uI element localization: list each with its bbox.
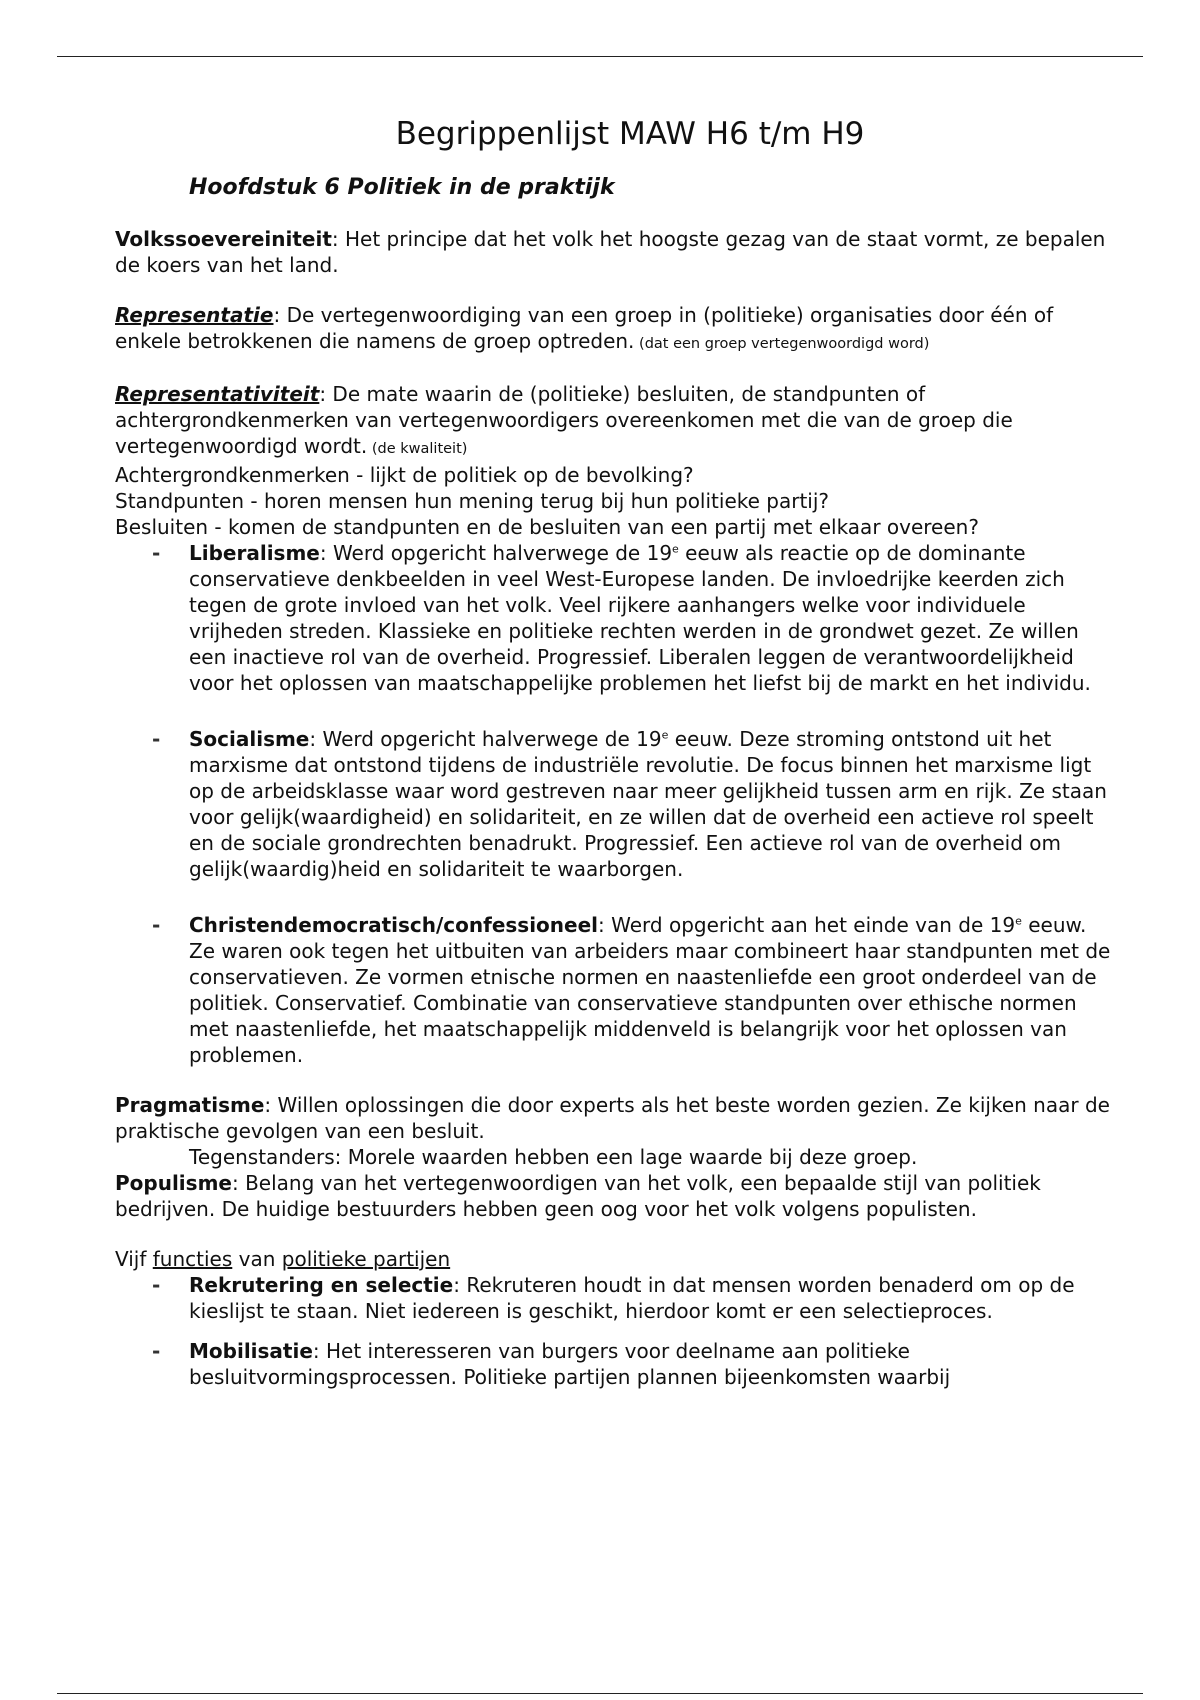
term-label: Mobilisatie bbox=[189, 1339, 313, 1363]
definition-pragmatisme bbox=[115, 1092, 1115, 1144]
term-label: Socialisme bbox=[189, 727, 310, 751]
representativiteit-line-3: Besluiten - komen de standpunten en de besluiten van een partij met elkaar overeen? bbox=[115, 515, 979, 539]
definition-text: : Willen oplossingen die door experts als het beste worden gezien. Ze kijken naar de praktische gevolgen van een besluit. bbox=[115, 1093, 1110, 1143]
definition-note: (dat een groep vertegenwoordigd word) bbox=[634, 336, 930, 352]
ideology-list bbox=[115, 540, 1115, 1068]
definition-text: : Het principe dat het volk het hoogste gezag van de staat vormt, ze bepalen de koers van het land. bbox=[115, 227, 1106, 277]
definition-text: : Belang van het vertegenwoordigen van het volk, een bepaalde stijl van politiek bedrijven. De huidige bestuurders hebben geen oog voor het volk volgens populisten. bbox=[115, 1171, 1041, 1221]
definition-representativiteit bbox=[115, 381, 1115, 462]
pragmatisme-tegenstanders: Tegenstanders: Morele waarden hebben een lage waarde bij deze groep. bbox=[189, 1145, 918, 1169]
definition-text: : De mate waarin de (politieke) besluiten, de standpunten of achtergrondkenmerken van vertegenwoordigers overeenkomen met die van de groep die vertegenwoordigd wordt. bbox=[115, 382, 1013, 458]
list-item: - Socialisme: Werd opgericht halverwege de 19e eeuw. Deze stroming ontstond uit het marxisme dat ontstond tijdens de industriële revolutie. De focus binnen het marxisme ligt op de arbeidsklasse waar word gestreven naar meer gelijkheid tussen arm en rijk. Ze staan voor gelijk(waardigheid) en solidariteit, en ze willen dat de overheid een actieve rol speelt en de sociale grondrechten benadrukt. Progressief. Een actieve rol van de overheid om gelijk(waardig)heid en solidariteit te waarborgen. bbox=[115, 726, 1115, 882]
top-rule bbox=[57, 56, 1143, 57]
chapter-heading: Hoofdstuk 6 Politiek in de praktijk bbox=[189, 175, 615, 200]
definition-populisme bbox=[115, 1170, 1115, 1222]
representativiteit-line-2: Standpunten - horen mensen hun mening terug bij hun politieke partij? bbox=[115, 489, 830, 513]
list-item: - Liberalisme: Werd opgericht halverwege de 19e eeuw als reactie op de dominante conservatieve denkbeelden in veel West-Europese landen. De invloedrijke keerden zich tegen de grote invloed van het volk. Veel rijkere aanhangers welke voor individuele vrijheden streden. Klassieke en politieke rechten werden in de grondwet gezet. Ze willen een inactieve rol van de overheid. Progressief. Liberalen leggen de verantwoordelijkheid voor het oplossen van maatschappelijke problemen het liefst bij de markt en het individu. bbox=[115, 540, 1115, 696]
definition-volkssoevereiniteit bbox=[115, 226, 1115, 278]
page-title: Begrippenlijst MAW H6 t/m H9 bbox=[395, 116, 865, 152]
definition-representatie bbox=[115, 302, 1115, 357]
term-label: Christendemocratisch/confessioneel bbox=[189, 913, 599, 937]
definition-note: (de kwaliteit) bbox=[367, 441, 468, 457]
functions-intro: Vijf functies van politieke partijen bbox=[115, 1247, 451, 1271]
definition-text: : De vertegenwoordiging van een groep in (politieke) organisaties door één of enkele betrokkenen die namens de groep optreden. bbox=[115, 303, 1054, 353]
term-label: Representativiteit bbox=[115, 382, 320, 406]
term-label: Populisme bbox=[115, 1171, 232, 1195]
list-item: - Rekrutering en selectie: Rekruteren houdt in dat mensen worden benaderd om op de kieslijst te staan. Niet iedereen is geschikt, hierdoor komt er een selectieproces. bbox=[115, 1272, 1115, 1324]
term-label: Pragmatisme bbox=[115, 1093, 265, 1117]
term-label: Representatie bbox=[115, 303, 274, 327]
functies-link: functies bbox=[152, 1247, 233, 1271]
politieke-partijen-link: politieke partijen bbox=[281, 1247, 451, 1271]
term-label: Volkssoevereiniteit bbox=[115, 227, 332, 251]
representativiteit-line-1: Achtergrondkenmerken - lijkt de politiek op de bevolking? bbox=[115, 463, 694, 487]
functions-list bbox=[115, 1272, 1115, 1390]
term-label: Liberalisme bbox=[189, 541, 320, 565]
bottom-rule bbox=[57, 1693, 1143, 1694]
list-item: - Mobilisatie: Het interesseren van burgers voor deelname aan politieke besluitvormingsprocessen. Politieke partijen plannen bijeenkomsten waarbij bbox=[115, 1338, 1115, 1390]
term-label: Rekrutering en selectie bbox=[189, 1273, 454, 1297]
list-item: - Christendemocratisch/confessioneel: Werd opgericht aan het einde van de 19e eeuw. Ze waren ook tegen het uitbuiten van arbeiders maar combineert haar standpunten met de conservatieven. Ze vormen etnische normen en naastenliefde een groot onderdeel van de politiek. Conservatief. Combinatie van conservatieve standpunten over ethische normen met naastenliefde, het maatschappelijk middenveld is belangrijk voor het oplossen van problemen. bbox=[115, 912, 1115, 1068]
document-body bbox=[115, 100, 1115, 1390]
